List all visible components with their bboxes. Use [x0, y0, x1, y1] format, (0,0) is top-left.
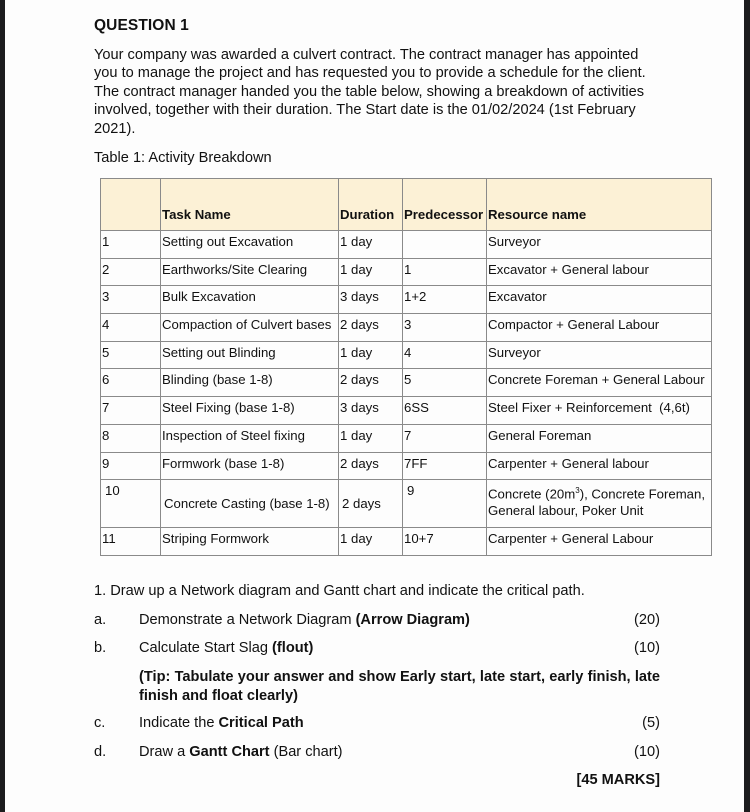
cell-predecessor: 4 — [403, 341, 487, 369]
cell-duration: 1 day — [339, 424, 403, 452]
cell-duration: 2 days — [339, 369, 403, 397]
cell-resource: General Foreman — [487, 424, 712, 452]
cell-task: Setting out Blinding — [161, 341, 339, 369]
table-row — [101, 314, 712, 342]
cell-duration: 1 day — [339, 528, 403, 556]
item-marks: (5) — [642, 715, 660, 731]
table-caption: Table 1: Activity Breakdown — [94, 150, 272, 166]
cell-resource: Concrete Foreman + General Labour — [487, 369, 712, 397]
cell-resource: Surveyor — [487, 231, 712, 259]
cell-id: 7 — [101, 397, 161, 425]
screen-edge-right — [744, 0, 750, 812]
item-label: d. — [94, 744, 107, 760]
cell-task: Striping Formwork — [161, 528, 339, 556]
cell-task: Inspection of Steel fixing — [161, 424, 339, 452]
resource-line1-end: ), Concrete Foreman, — [579, 486, 706, 502]
cell-duration: 1 day — [339, 341, 403, 369]
cell-id: 3 — [101, 286, 161, 314]
cell-task: Earthworks/Site Clearing — [161, 258, 339, 286]
item-marks: (10) — [634, 640, 660, 656]
instruction-main: 1. Draw up a Network diagram and Gantt chart and indicate the critical path. — [94, 583, 585, 599]
item-label: c. — [94, 715, 106, 731]
cell-task: Bulk Excavation — [161, 286, 339, 314]
cell-duration: 2 days — [339, 314, 403, 342]
item-label: a. — [94, 612, 107, 628]
cell-id: 5 — [101, 341, 161, 369]
cell-predecessor: 7FF — [403, 452, 487, 480]
resource-line2: General labour, Poker Unit — [488, 503, 644, 519]
cell-task: Concrete Casting (base 1-8) — [161, 480, 339, 528]
cell-predecessor: 1+2 — [403, 286, 487, 314]
cell-duration: 2 days — [339, 452, 403, 480]
superscript-3: 3 — [575, 486, 580, 496]
cell-resource: Carpenter + General Labour — [487, 528, 712, 556]
cell-resource: Surveyor — [487, 341, 712, 369]
cell-resource — [487, 480, 712, 528]
header-task-name: Task Name — [161, 179, 339, 231]
cell-resource: Carpenter + General labour — [487, 452, 712, 480]
resource-line1: Concrete (20m — [488, 486, 576, 502]
cell-resource: Steel Fixer + Reinforcement (4,6t) — [487, 397, 712, 425]
cell-predecessor: 9 — [403, 480, 487, 528]
cell-predecessor: 7 — [403, 424, 487, 452]
table-row — [101, 286, 712, 314]
cell-id: 6 — [101, 369, 161, 397]
cell-duration: 3 days — [339, 286, 403, 314]
tip-text: (Tip: Tabulate your answer and show Early start, late start, early finish, late finish and float clearly) — [139, 669, 660, 704]
item-text: Demonstrate a Network Diagram (Arrow Diagram) — [139, 612, 470, 628]
cell-resource: Compactor + General Labour — [487, 314, 712, 342]
cell-resource: Excavator — [487, 286, 712, 314]
cell-predecessor: 10+7 — [403, 528, 487, 556]
cell-predecessor: 5 — [403, 369, 487, 397]
cell-id: 1 — [101, 231, 161, 259]
item-text: Indicate the Critical Path — [139, 715, 304, 731]
cell-id: 4 — [101, 314, 161, 342]
item-marks: (20) — [634, 612, 660, 628]
item-marks: (10) — [634, 744, 660, 760]
cell-task: Blinding (base 1-8) — [161, 369, 339, 397]
cell-id: 11 — [101, 528, 161, 556]
cell-task: Formwork (base 1-8) — [161, 452, 339, 480]
table-row — [101, 528, 712, 556]
table-row — [101, 397, 712, 425]
header-id — [101, 179, 161, 231]
question-title: QUESTION 1 — [94, 17, 189, 34]
cell-task: Compaction of Culvert bases — [161, 314, 339, 342]
cell-predecessor: 1 — [403, 258, 487, 286]
cell-id: 9 — [101, 452, 161, 480]
cell-duration: 1 day — [339, 258, 403, 286]
item-label: b. — [94, 640, 107, 656]
cell-predecessor: 6SS — [403, 397, 487, 425]
cell-id: 10 — [101, 480, 161, 528]
cell-duration: 3 days — [339, 397, 403, 425]
table-row — [101, 424, 712, 452]
header-predecessor: Predecessor — [403, 179, 487, 231]
cell-duration: 2 days — [339, 480, 403, 528]
table-row — [101, 258, 712, 286]
table-header-row — [101, 179, 712, 231]
cell-task: Setting out Excavation — [161, 231, 339, 259]
table-row — [101, 480, 712, 528]
cell-predecessor: 3 — [403, 314, 487, 342]
cell-resource: Excavator + General labour — [487, 258, 712, 286]
cell-id: 2 — [101, 258, 161, 286]
cell-predecessor — [403, 231, 487, 259]
item-text: Calculate Start Slag (flout) — [139, 640, 314, 656]
cell-id: 8 — [101, 424, 161, 452]
header-duration: Duration — [339, 179, 403, 231]
question-intro: Your company was awarded a culvert contract. The contract manager has appointed you to manage the project and has requested you to provide a schedule for the client. The contract manager handed you the table below, showing a breakdown of activities involved, together with their duration. The Start date is the 01/02/2024 (1st February 2021). — [94, 47, 646, 137]
activity-breakdown-table — [100, 178, 712, 556]
table-row — [101, 452, 712, 480]
table-row — [101, 369, 712, 397]
table-row — [101, 341, 712, 369]
total-marks: [45 MARKS] — [576, 772, 660, 788]
cell-duration: 1 day — [339, 231, 403, 259]
table-row — [101, 231, 712, 259]
cell-task: Steel Fixing (base 1-8) — [161, 397, 339, 425]
header-resource-name: Resource name — [487, 179, 712, 231]
item-text: Draw a Gantt Chart (Bar chart) — [139, 744, 343, 760]
